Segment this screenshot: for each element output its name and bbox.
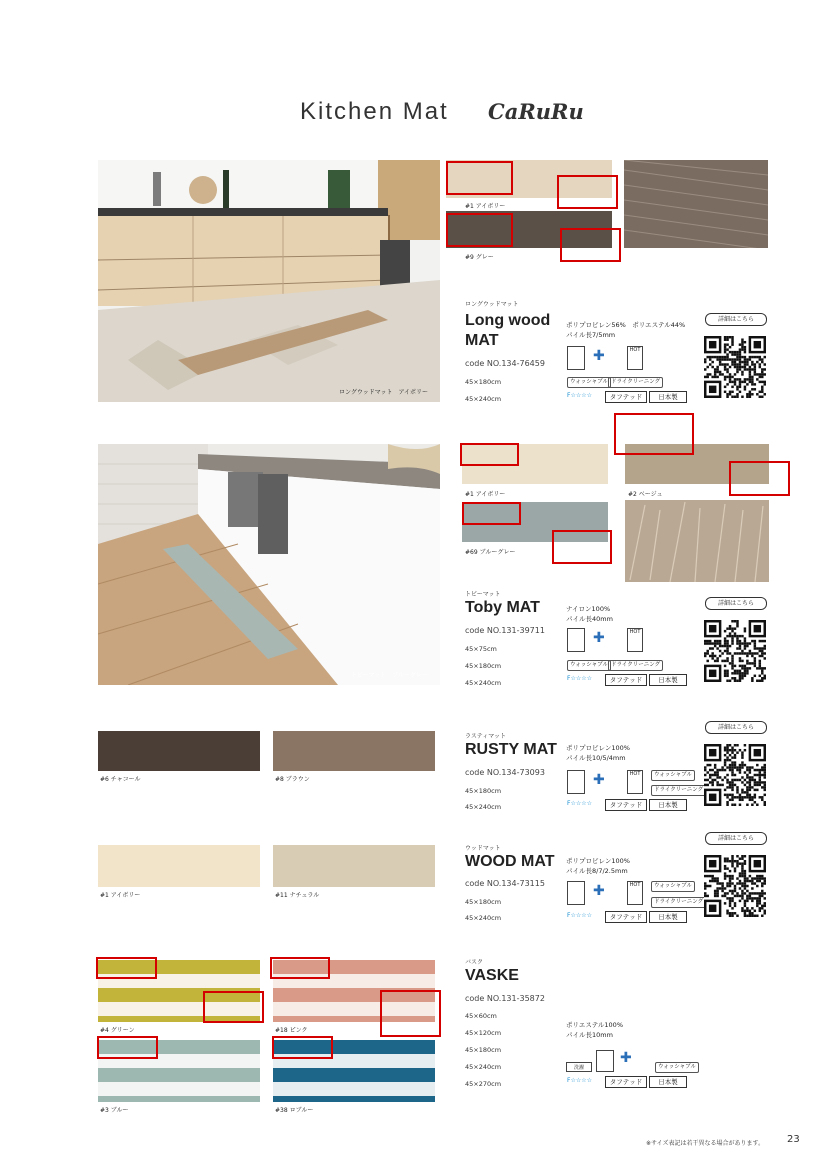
photo-caption: トビーマット ブルーグレー [350, 672, 428, 679]
color-label: #4 グリーン [100, 1027, 135, 1034]
product-kana: ウッドマット [465, 845, 501, 852]
medical-storia-icon: ✚ [593, 630, 605, 646]
product-name: VASKE [465, 967, 519, 984]
product-kana: ラスティマット [465, 733, 506, 740]
color-label: #1 アイボリー [465, 491, 506, 498]
wash-icon: 洗濯 [566, 1062, 592, 1072]
kitchen-photo-toby [98, 444, 440, 685]
tag-washable: ウォッシャブル [567, 660, 611, 671]
size: 45×240cm [465, 803, 502, 811]
qr-code-icon[interactable] [704, 620, 766, 682]
f-star-rating: F☆☆☆☆ [567, 912, 592, 919]
f-star-rating: F☆☆☆☆ [567, 392, 592, 399]
made-in-japan-label: 日本製 [649, 799, 687, 811]
no-wash-icon [567, 770, 585, 794]
annotation-box [97, 1036, 158, 1059]
color-label: #11 ナチュラル [275, 892, 320, 899]
tufted-label: タフテッド [605, 799, 647, 811]
f-star-rating: F☆☆☆☆ [567, 1077, 592, 1084]
tag-dry-cleaning: ドライクリーニング [608, 660, 663, 671]
size: 45×120cm [465, 1029, 502, 1037]
spec-material: ポリプロピレン56% ポリエステル44% [566, 321, 686, 329]
color-label: #38 ロブルー [275, 1107, 314, 1114]
swatch-ivory [98, 845, 260, 887]
annotation-box [552, 530, 612, 564]
no-bleach-icon [596, 1050, 614, 1072]
color-label: #18 ピンク [275, 1027, 308, 1034]
floor-heating-icon [627, 881, 643, 905]
product-code: code NO.134-73093 [465, 768, 545, 777]
color-label: #6 チャコール [100, 776, 141, 783]
product-kana: バスク [465, 959, 484, 966]
spec-pile: パイル長8/7/2.5mm [566, 867, 628, 875]
medical-storia-icon: ✚ [593, 772, 605, 788]
qr-label: 詳細はこちら [705, 721, 767, 734]
tufted-label: タフテッド [605, 911, 647, 923]
hot-label: HOT [629, 882, 641, 888]
qr-code-icon[interactable] [704, 336, 766, 398]
no-wash-icon [567, 628, 585, 652]
swatch-brown [273, 731, 435, 771]
floor-heating-icon [627, 628, 643, 652]
made-in-japan-label: 日本製 [649, 911, 687, 923]
color-label: #1 アイボリー [465, 203, 506, 210]
size: 45×180cm [465, 898, 502, 906]
color-label: #9 グレー [465, 254, 494, 261]
qr-label: 詳細はこちら [705, 597, 767, 610]
swatch-natural [273, 845, 435, 887]
no-wash-icon [567, 346, 585, 370]
size: 45×240cm [465, 679, 502, 687]
footnote: ※サイズ表記は若干異なる場合があります。 [646, 1140, 765, 1147]
annotation-box [560, 228, 621, 262]
product-code: code NO.131-39711 [465, 626, 545, 635]
size: 45×180cm [465, 662, 502, 670]
annotation-box [460, 443, 519, 466]
spec-pile: パイル長10mm [566, 1031, 613, 1039]
qr-label: 詳細はこちら [705, 832, 767, 845]
medical-storia-icon: ✚ [593, 883, 605, 899]
annotation-box [270, 957, 330, 979]
medical-storia-icon: ✚ [593, 348, 605, 364]
no-wash-icon [567, 881, 585, 905]
f-star-rating: F☆☆☆☆ [567, 800, 592, 807]
tag-washable: ウォッシャブル [651, 770, 695, 781]
tag-washable: ウォッシャブル [567, 377, 611, 388]
size: 45×240cm [465, 914, 502, 922]
color-label: #1 アイボリー [100, 892, 141, 899]
annotation-box [203, 991, 264, 1023]
spec-pile: パイル長40mm [566, 615, 613, 623]
product-name: RUSTY MAT [465, 741, 557, 758]
product-name-line2: MAT [465, 332, 499, 349]
tag-washable: ウォッシャブル [655, 1062, 699, 1073]
page-title: Kitchen Mat [300, 98, 449, 125]
medical-storia-icon: ✚ [620, 1050, 632, 1066]
tag-dry-cleaning: ドライクリーニング [608, 377, 663, 388]
tag-dry-cleaning: ドライクリーニング [651, 897, 706, 908]
annotation-box [557, 175, 618, 209]
annotation-box [446, 161, 513, 195]
spec-pile: パイル長7/5mm [566, 331, 616, 339]
annotation-box [446, 213, 513, 247]
size: 45×75cm [465, 645, 497, 653]
tufted-label: タフテッド [605, 674, 647, 686]
size: 45×60cm [465, 1012, 497, 1020]
color-label: #8 ブラウン [275, 776, 310, 783]
kitchen-photo-longwood [98, 160, 440, 402]
qr-label: 詳細はこちら [705, 313, 767, 326]
size: 45×180cm [465, 1046, 502, 1054]
product-name: Toby MAT [465, 599, 540, 616]
product-name: WOOD MAT [465, 853, 555, 870]
annotation-box [272, 1036, 333, 1059]
annotation-box [380, 990, 441, 1037]
qr-code-icon[interactable] [704, 744, 766, 806]
spec-material: ポリプロピレン100% [566, 744, 630, 752]
size: 45×180cm [465, 787, 502, 795]
size: 45×240cm [465, 395, 502, 403]
made-in-japan-label: 日本製 [649, 391, 687, 403]
page-number: 23 [787, 1134, 800, 1145]
product-code: code NO.134-73115 [465, 879, 545, 888]
product-kana: ロングウッドマット [465, 301, 519, 308]
made-in-japan-label: 日本製 [649, 1076, 687, 1088]
product-code: code NO.131-35872 [465, 994, 545, 1003]
annotation-box [614, 413, 694, 455]
texture-closeup [625, 500, 769, 582]
annotation-box [729, 461, 790, 496]
floor-heating-icon [627, 770, 643, 794]
product-name: Long wood [465, 312, 551, 329]
hot-label: HOT [629, 771, 641, 777]
made-in-japan-label: 日本製 [649, 674, 687, 686]
brand-logo: CaRuRu [488, 99, 584, 124]
floor-heating-icon [627, 346, 643, 370]
size: 45×270cm [465, 1080, 502, 1088]
texture-closeup [624, 160, 768, 248]
annotation-box [96, 957, 157, 979]
tag-dry-cleaning: ドライクリーニング [651, 785, 706, 796]
spec-material: ポリプロピレン100% [566, 857, 630, 865]
tag-washable: ウォッシャブル [651, 881, 695, 892]
product-code: code NO.134-76459 [465, 359, 545, 368]
size: 45×180cm [465, 378, 502, 386]
f-star-rating: F☆☆☆☆ [567, 675, 592, 682]
spec-material: ナイロン100% [566, 605, 611, 613]
tufted-label: タフテッド [605, 391, 647, 403]
tufted-label: タフテッド [605, 1076, 647, 1088]
product-kana: トビーマット [465, 591, 501, 598]
color-label: #2 ベージュ [628, 491, 663, 498]
qr-code-icon[interactable] [704, 855, 766, 917]
hot-label: HOT [629, 629, 641, 635]
size: 45×240cm [465, 1063, 502, 1071]
color-label: #69 ブルーグレー [465, 549, 516, 556]
annotation-box [462, 502, 521, 525]
swatch-charcoal [98, 731, 260, 771]
hot-label: HOT [629, 347, 641, 353]
spec-pile: パイル長10/5/4mm [566, 754, 626, 762]
photo-caption: ロングウッドマット アイボリー [339, 389, 428, 396]
spec-material: ポリエステル100% [566, 1021, 623, 1029]
color-label: #3 ブルー [100, 1107, 129, 1114]
